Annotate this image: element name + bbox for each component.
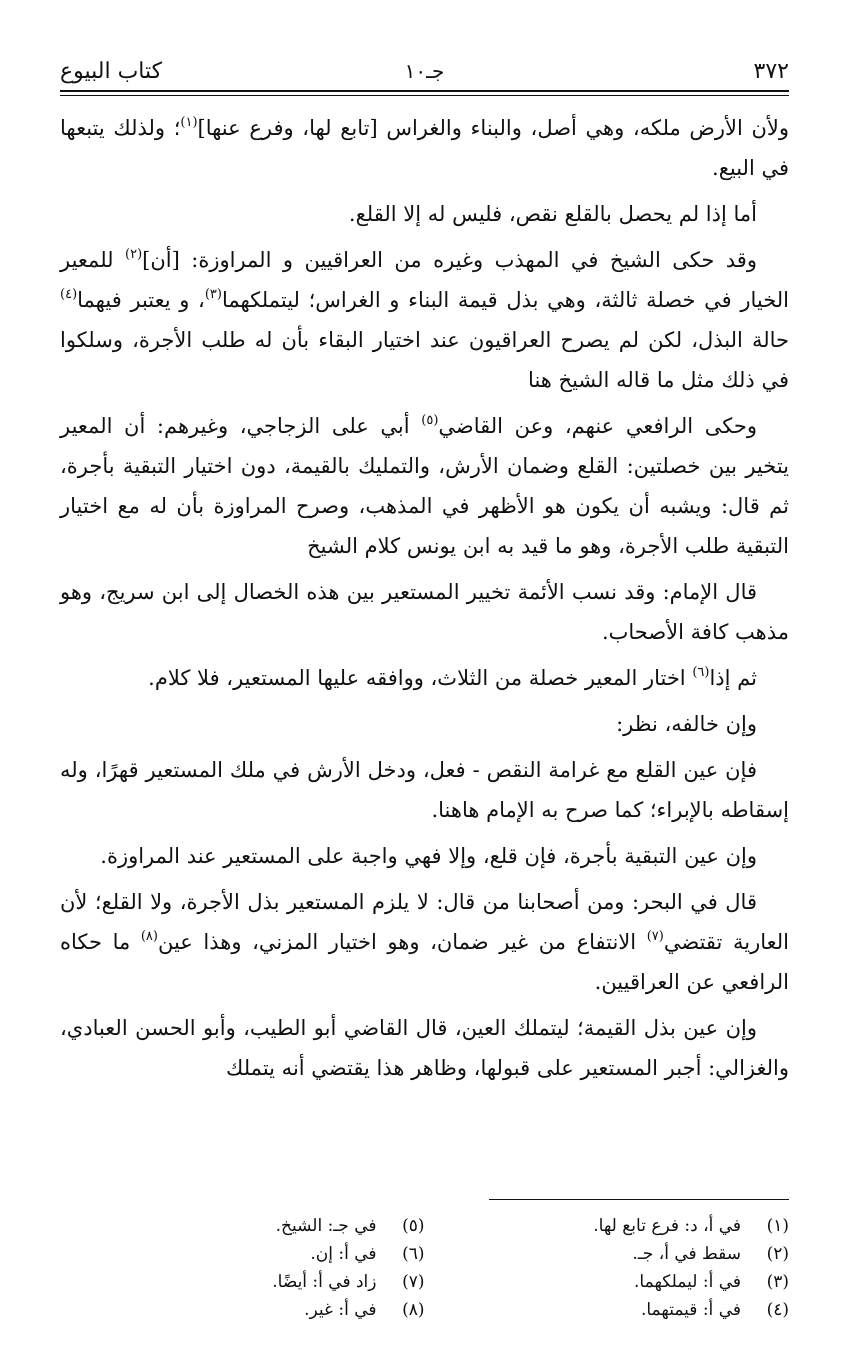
footnote-marker: (١) — [180, 115, 198, 130]
footnote-marker: (٨) — [140, 929, 158, 944]
footnote-item — [425, 1296, 790, 1324]
paragraph — [60, 882, 789, 1002]
footnote-text: في أ: قيمتهما. — [640, 1300, 741, 1320]
footnote-text: في أ: إن. — [310, 1244, 377, 1264]
footnotes-right-column — [425, 1212, 790, 1324]
page-header — [60, 52, 789, 90]
footnote-number: (٢) — [766, 1244, 789, 1264]
paragraph-text: أبي على الزجاجي، وغيرهم: أن المعير يتخير بين خصلتين: القلع وضمان الأرش، والتمليك بالقيمة، دون اختيار التبقية بأجرة، ثم قال: ويشبه أن يكون هو الأظهر في المذهب، وصرح المراوزة بأن له مع اختيار التبقية طلب الأجرة، وهو ما قيد به ابن يونس كلام الشيخ — [60, 414, 789, 558]
footnote-marker: (٥) — [421, 413, 439, 428]
footnote-item — [60, 1212, 425, 1240]
paragraph-text: قال الإمام: وقد نسب الأئمة تخيير المستعير بين هذه الخصال إلى ابن سريج، وهو مذهب كافة الأصحاب. — [60, 580, 789, 644]
footnote-text: سقط في أ، جـ. — [632, 1244, 741, 1264]
footnote-text: في أ: غير. — [304, 1300, 377, 1320]
paragraph-text: وحكى الرافعي عنهم، وعن القاضي — [438, 414, 757, 438]
footnote-marker: (٣) — [204, 287, 222, 302]
paragraph-text: ثم إذا — [709, 666, 757, 690]
footnote-marker: (٢) — [125, 247, 143, 262]
footnote-number: (٤) — [766, 1300, 789, 1320]
footnote-marker: (٤) — [60, 287, 78, 302]
paragraph-text: وإن خالفه، نظر: — [616, 712, 757, 736]
footnote-separator — [489, 1199, 789, 1200]
paragraph-text: وإن عين التبقية بأجرة، فإن قلع، وإلا فهي واجبة على المستعير عند المراوزة. — [100, 844, 757, 868]
paragraph — [60, 658, 789, 698]
paragraph — [60, 194, 789, 234]
paragraph — [60, 108, 789, 188]
footnote-item — [425, 1240, 790, 1268]
paragraph-text: وإن عين بذل القيمة؛ ليتملك العين، قال القاضي أبو الطيب، وأبو الحسن العبادي، والغزالي: أجبر المستعير على قبولها، وظاهر هذا يقتضي أنه يتملك — [60, 1016, 789, 1080]
paragraph-text: حالة البذل، لكن لم يصرح العراقيون عند اختيار البقاء بأن له طلب الأجرة، وسلكوا في ذلك مثل ما قاله الشيخ هنا — [60, 328, 789, 392]
footnote-text: زاد في أ: أيضًا. — [272, 1272, 377, 1292]
footnote-text: في أ: ليملكهما. — [634, 1272, 741, 1292]
footnote-number: (١) — [766, 1216, 789, 1236]
paragraph-text: ؛ ولذلك يتبعها في البيع. — [60, 116, 789, 180]
paragraph-text: قال في البحر: ومن أصحابنا من قال: لا يلزم المستعير بذل الأجرة، ولا القلع؛ لأن العارية تقتضي — [60, 890, 789, 954]
paragraph — [60, 704, 789, 744]
paragraph — [60, 836, 789, 876]
footnote-text: في أ، د: فرع تابع لها. — [593, 1216, 741, 1236]
footnote-marker: (٧) — [646, 929, 664, 944]
book-title: كتاب البيوع — [60, 58, 163, 84]
footnote-number: (٦) — [402, 1244, 425, 1264]
paragraph — [60, 240, 789, 400]
paragraph — [60, 1008, 789, 1088]
paragraph-text: ولأن الأرض ملكه، وهي أصل، والبناء والغراس [تابع لها، وفرع عنها] — [197, 116, 789, 140]
paragraph — [60, 750, 789, 830]
paragraph-text: فإن عين القلع مع غرامة النقص - فعل، ودخل الأرش في ملك المستعير قهرًا، وله إسقاطه بالإبراء؛ كما صرح به الإمام هاهنا. — [60, 758, 789, 822]
page-number: ٣٧٢ — [753, 58, 789, 84]
paragraph — [60, 572, 789, 652]
volume-label: جـ١٠ — [404, 59, 445, 83]
footnote-item — [60, 1268, 425, 1296]
paragraph-text: ما حكاه الرافعي عن العراقيين. — [60, 930, 789, 994]
footnote-item — [425, 1268, 790, 1296]
header-rule — [60, 90, 789, 92]
footnote-number: (٧) — [402, 1272, 425, 1292]
paragraph-text: ، و يعتبر فيهما — [77, 288, 205, 312]
footnotes — [60, 1212, 789, 1324]
paragraph-text: أما إذا لم يحصل بالقلع نقص، فليس له إلا القلع. — [348, 202, 757, 226]
paragraph — [60, 406, 789, 566]
footnotes-left-column — [60, 1212, 425, 1324]
footnote-text: في جـ: الشيخ. — [275, 1216, 377, 1236]
footnote-item — [425, 1212, 790, 1240]
footnote-item — [60, 1240, 425, 1268]
header-rule-thin — [60, 95, 789, 96]
footnote-number: (٣) — [766, 1272, 789, 1292]
footnote-number: (٨) — [402, 1300, 425, 1320]
paragraph-text: الانتفاع من غير ضمان، وهو اختيار المزني، وهذا عين — [157, 930, 647, 954]
paragraph-text: للمعير الخيار في خصلة ثالثة، وهي بذل قيمة البناء و الغراس؛ ليتملكهما — [60, 248, 789, 312]
footnote-number: (٥) — [402, 1216, 425, 1236]
main-text — [60, 108, 789, 1094]
paragraph-text: وقد حكى الشيخ في المهذب وغيره من العراقيين و المراوزة: [أن] — [142, 248, 757, 272]
paragraph-text: اختار المعير خصلة من الثلاث، ووافقه عليها المستعير، فلا كلام. — [148, 666, 693, 690]
footnote-item — [60, 1296, 425, 1324]
footnote-marker: (٦) — [692, 665, 710, 680]
